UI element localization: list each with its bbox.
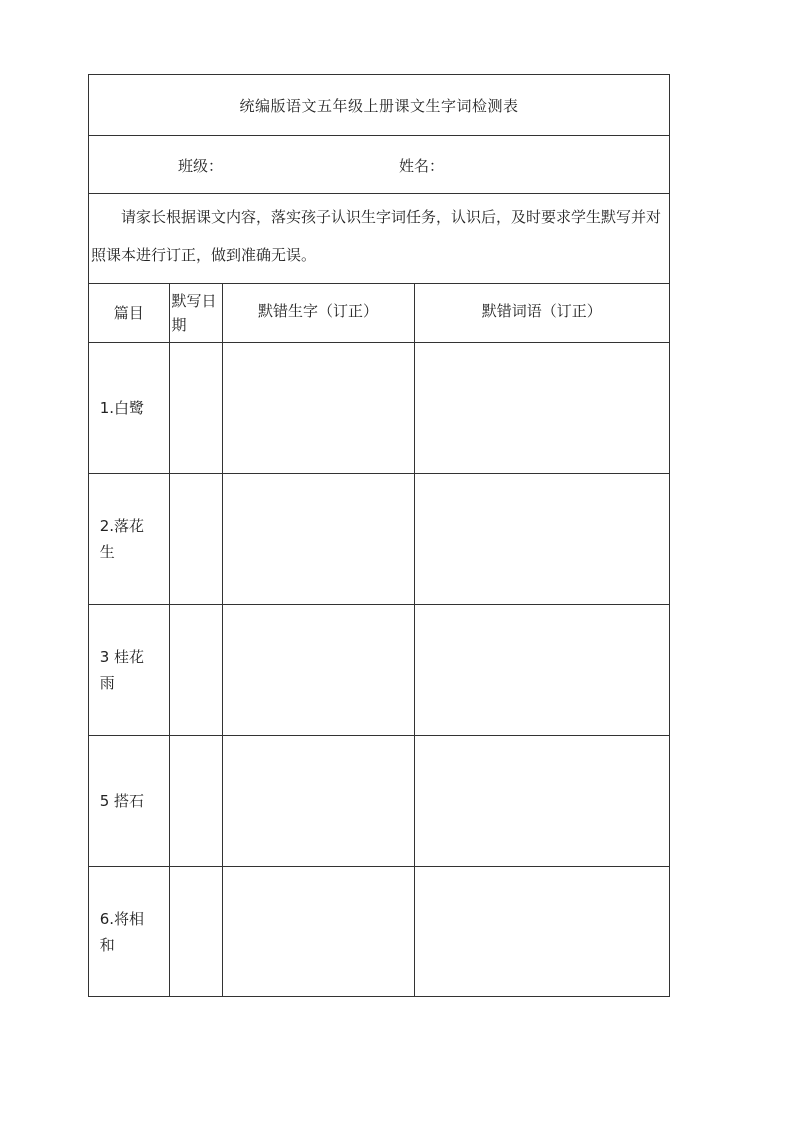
lesson-label: 5 搭石 xyxy=(99,791,145,810)
date-cell[interactable] xyxy=(169,604,222,735)
student-info-row xyxy=(89,136,669,194)
lesson-cell xyxy=(89,342,169,473)
lesson-cell xyxy=(89,735,169,866)
wrong-characters-cell[interactable] xyxy=(222,866,414,997)
worksheet-title-row xyxy=(89,75,669,136)
lesson-label: 3 桂花雨 xyxy=(99,647,145,692)
wrong-words-cell[interactable] xyxy=(414,604,669,735)
name-label: 姓名： xyxy=(399,157,445,175)
wrong-characters-cell[interactable] xyxy=(222,473,414,604)
table-row xyxy=(89,473,669,604)
lesson-label: 1.白鹭 xyxy=(99,398,145,417)
header-dictation-date: 默写日期 xyxy=(169,284,222,342)
wrong-words-cell[interactable] xyxy=(414,866,669,997)
instructions: 请家长根据课文内容，落实孩子认识生字词任务，认识后，及时要求学生默写并对照课本进行订正，做到准确无误。 xyxy=(89,194,669,284)
table-row xyxy=(89,342,669,473)
wrong-characters-cell[interactable] xyxy=(222,604,414,735)
date-cell[interactable] xyxy=(169,342,222,473)
lesson-cell xyxy=(89,604,169,735)
wrong-words-cell[interactable] xyxy=(414,473,669,604)
header-lesson: 篇目 xyxy=(89,284,169,342)
table-row xyxy=(89,735,669,866)
wrong-words-cell[interactable] xyxy=(414,342,669,473)
grid-header-row xyxy=(89,284,669,342)
worksheet-title: 统编版语文五年级上册课文生字词检测表 xyxy=(239,96,519,115)
date-cell[interactable] xyxy=(169,866,222,997)
wrong-words-cell[interactable] xyxy=(414,735,669,866)
lesson-label: 6.将相和 xyxy=(99,909,145,954)
wrong-characters-cell[interactable] xyxy=(222,342,414,473)
header-wrong-words: 默错词语（订正） xyxy=(414,284,669,342)
date-cell[interactable] xyxy=(169,473,222,604)
table-row xyxy=(89,604,669,735)
lesson-cell xyxy=(89,473,169,604)
date-cell[interactable] xyxy=(169,735,222,866)
class-label: 班级： xyxy=(178,157,224,175)
wrong-characters-cell[interactable] xyxy=(222,735,414,866)
worksheet-table xyxy=(88,74,670,997)
dictation-grid xyxy=(89,284,669,997)
header-wrong-characters: 默错生字（订正） xyxy=(222,284,414,342)
lesson-cell xyxy=(89,866,169,997)
table-row xyxy=(89,866,669,997)
lesson-label: 2.落花生 xyxy=(99,516,145,561)
